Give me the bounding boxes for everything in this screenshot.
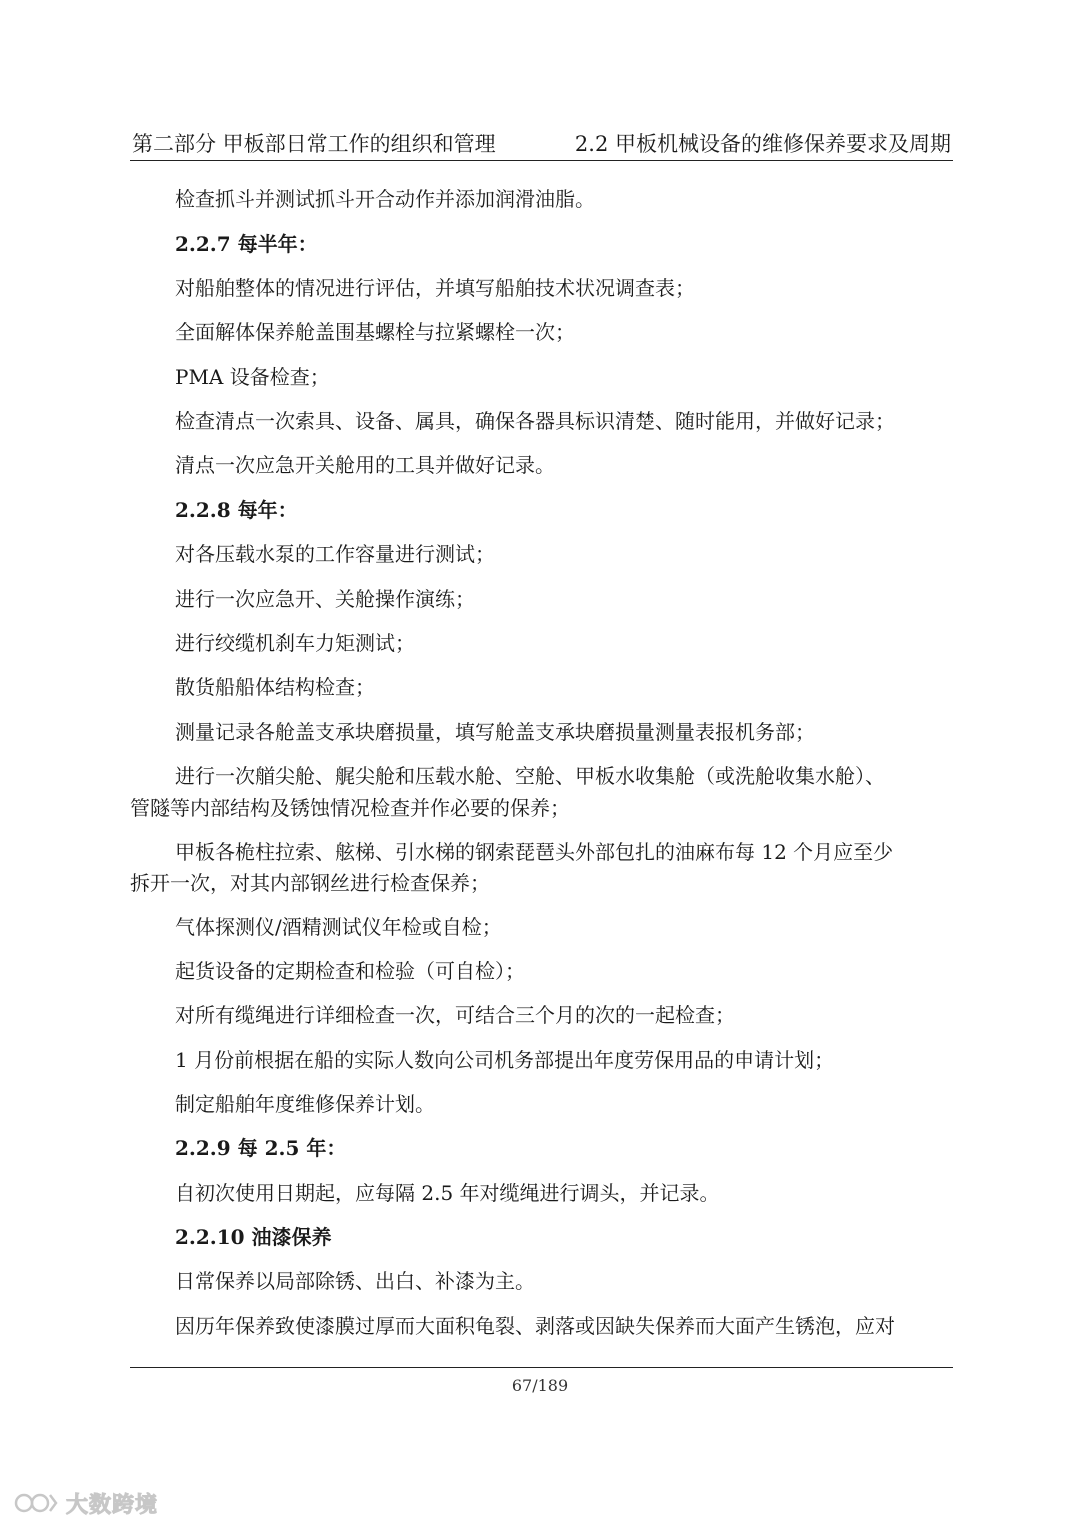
body-line-continuation: 管隧等内部结构及锈蚀情况检查并作必要的保养；	[130, 796, 570, 820]
body-line: 检查抓斗并测试抓斗开合动作并添加润滑油脂。	[175, 187, 595, 211]
body-line: 日常保养以局部除锈、出白、补漆为主。	[175, 1269, 535, 1293]
body-line: 因历年保养致使漆膜过厚而大面积龟裂、剥落或因缺失保养而大面产生锈泡，应对	[175, 1314, 895, 1338]
watermark	[14, 1488, 158, 1518]
section-heading-2-2-8: 2.2.8 每年：	[175, 498, 298, 522]
body-line: 起货设备的定期检查和检验（可自检）；	[175, 959, 525, 983]
body-line: 甲板各桅柱拉索、舷梯、引水梯的钢索琵琶头外部包扎的油麻布每 12 个月应至少	[175, 840, 894, 864]
running-header	[130, 128, 953, 161]
body-line: 全面解体保养舱盖围基螺栓与拉紧螺栓一次；	[175, 320, 575, 344]
section-heading-2-2-10: 2.2.10 油漆保养	[175, 1225, 332, 1249]
body-line: 1 月份前根据在船的实际人数向公司机务部提出年度劳保用品的申请计划；	[175, 1048, 835, 1072]
header-part-title: 第二部分 甲板部日常工作的组织和管理	[132, 132, 496, 156]
body-line: 对船舶整体的情况进行评估，并填写船舶技术状况调查表；	[175, 276, 695, 300]
body-line: 检查清点一次索具、设备、属具，确保各器具标识清楚、随时能用，并做好记录；	[175, 409, 895, 433]
watermark-text: 大数跨境	[66, 1492, 159, 1518]
section-heading-2-2-7: 2.2.7 每半年：	[175, 232, 318, 256]
body-line: 进行一次应急开、关舱操作演练；	[175, 587, 475, 611]
header-section-title: 2.2 甲板机械设备的维修保养要求及周期	[574, 132, 951, 156]
body-line: PMA 设备检查；	[175, 365, 330, 389]
body-line: 测量记录各舱盖支承块磨损量，填写舱盖支承块磨损量测量表报机务部；	[175, 720, 815, 744]
body-line: 对各压载水泵的工作容量进行测试；	[175, 542, 495, 566]
body-line: 散货船船体结构检查；	[175, 675, 375, 699]
body-line: 进行绞缆机刹车力矩测试；	[175, 631, 415, 655]
body-line: 清点一次应急开关舱用的工具并做好记录。	[175, 453, 555, 477]
body-line: 对所有缆绳进行详细检查一次，可结合三个月的次的一起检查；	[175, 1003, 735, 1027]
watermark-logo-icon	[14, 1489, 60, 1517]
section-heading-2-2-9: 2.2.9 每 2.5 年：	[175, 1136, 347, 1160]
footer-rule	[130, 1367, 953, 1368]
body-line-continuation: 拆开一次，对其内部钢丝进行检查保养；	[130, 871, 490, 895]
page-number: 67/189	[511, 1376, 569, 1395]
body-line: 进行一次艏尖舱、艉尖舱和压载水舱、空舱、甲板水收集舱（或洗舱收集水舱）、	[175, 764, 885, 788]
body-line: 制定船舶年度维修保养计划。	[175, 1092, 435, 1116]
body-line: 自初次使用日期起，应每隔 2.5 年对缆绳进行调头，并记录。	[175, 1181, 720, 1205]
body-line: 气体探测仪/酒精测试仪年检或自检；	[175, 915, 502, 939]
